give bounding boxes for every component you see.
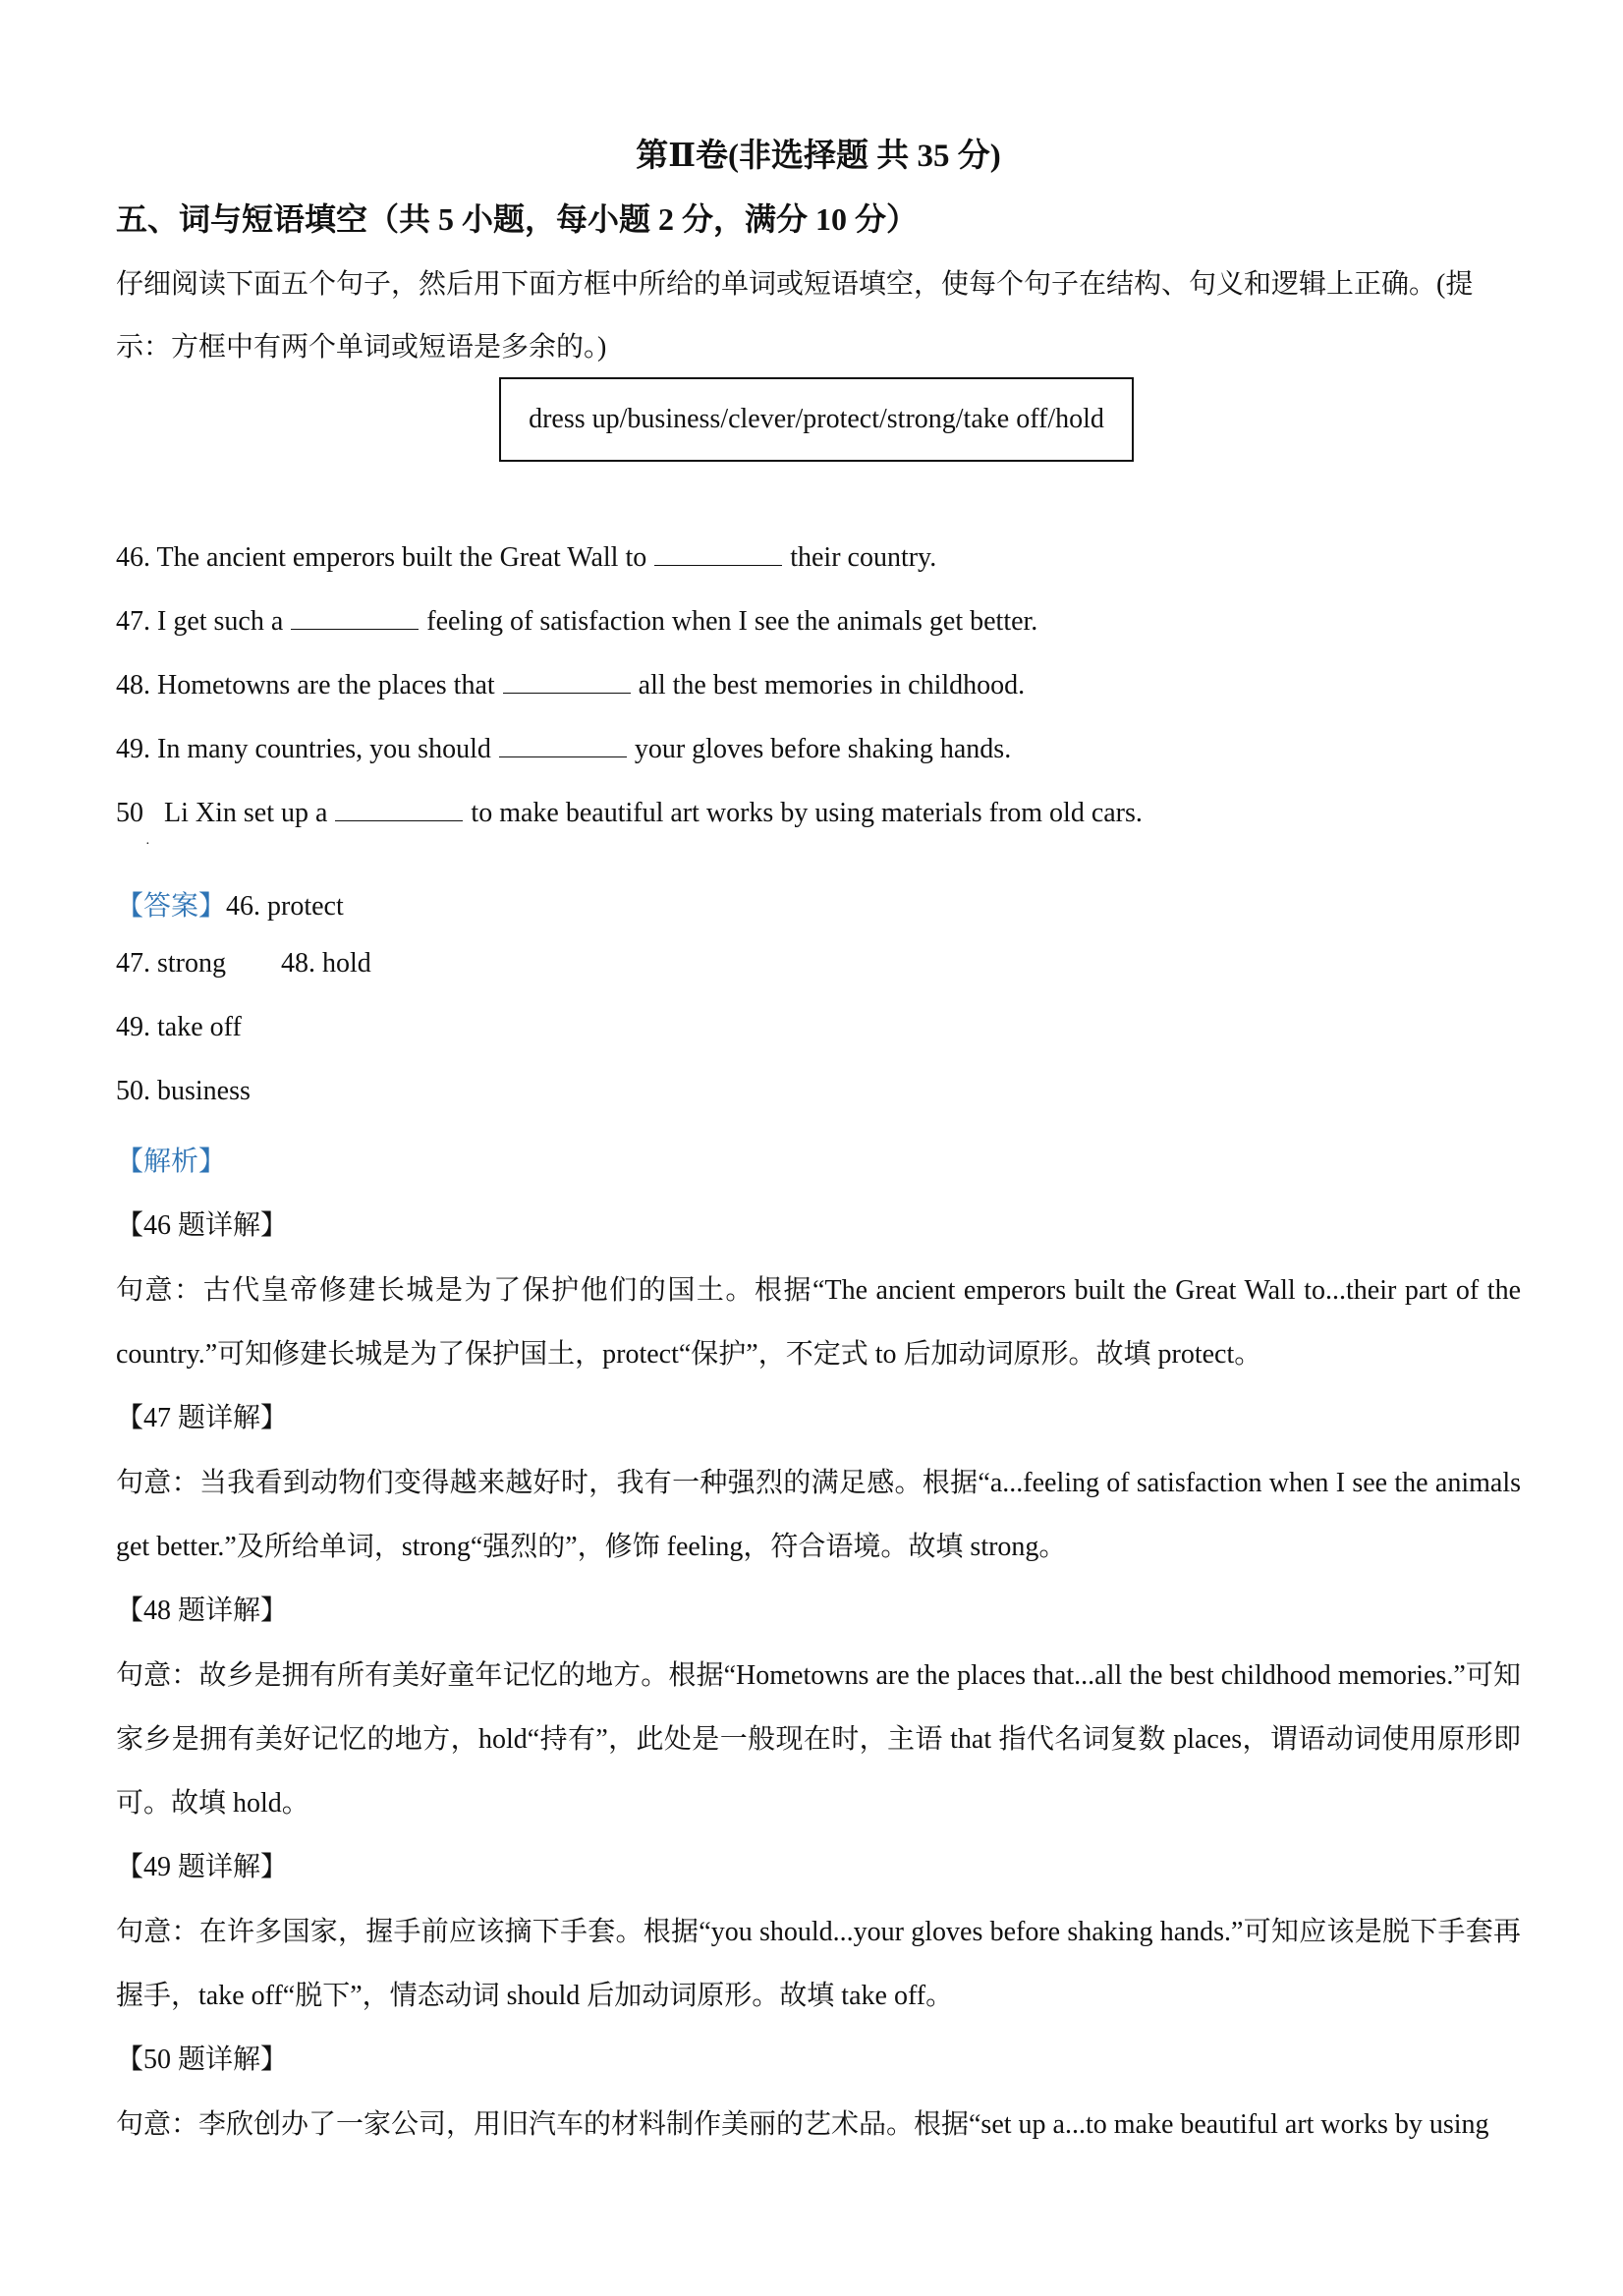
- question-47: [116, 606, 1037, 638]
- detail-text-47: 句意：当我看到动物们变得越来越好时，我有一种强烈的满足感。根据“a...feeling of satisfaction when I see the animals get better.”及所给单词，strong“强烈的”，修饰 feeling，符合语境。故填 strong。: [116, 1468, 1521, 1562]
- detail-text-48: 句意：故乡是拥有所有美好童年记忆的地方。根据“Hometowns are the places that...all the best childhood memories.”可知家乡是拥有美好记忆的地方，hold“持有”，此处是一般现在时，主语 that 指代名词复数 places，谓语动词使用原形即可。故填 hold。: [116, 1660, 1521, 1819]
- answer-blank[interactable]: [335, 799, 463, 821]
- dot-mark: ·: [145, 837, 150, 852]
- answer-blank[interactable]: [499, 735, 627, 757]
- analysis-label: 【解析】: [116, 1147, 227, 1177]
- question-49: [116, 734, 1011, 765]
- word-box: [499, 377, 1134, 462]
- paper-title: 第Ⅱ卷(非选择题 共 35 分): [636, 139, 1001, 174]
- question-text: 49. In many countries, you should: [116, 734, 491, 764]
- question-text: feeling of satisfaction when I see the animals get better.: [426, 606, 1038, 637]
- answer-label: 【答案】: [116, 891, 227, 922]
- answer-row-4: [116, 1076, 251, 1107]
- detail-heading-50: 【50 题详解】: [116, 2044, 289, 2075]
- question-text: 47. I get such a: [116, 606, 284, 637]
- answer-50: 50. business: [116, 1076, 251, 1106]
- question-text: their country.: [790, 542, 937, 573]
- answer-46: 46. protect: [226, 891, 344, 922]
- instructions: 仔细阅读下面五个句子，然后用下面方框中所给的单词或短语填空，使每个句子在结构、句义和逻辑上正确。(提示：方框中有两个单词或短语是多余的。): [116, 269, 1474, 363]
- question-text: to make beautiful art works by using materials from old cars.: [471, 798, 1143, 828]
- answer-row-1: [116, 884, 344, 924]
- question-50: [116, 798, 1143, 829]
- answer-49: 49. take off: [116, 1012, 242, 1042]
- detail-heading-46: 【46 题详解】: [116, 1210, 289, 1241]
- question-46: [116, 542, 936, 574]
- detail-text-46: 句意：古代皇帝修建长城是为了保护他们的国土。根据“The ancient emperors built the Great Wall to...their part of the country.”可知修建长城是为了保护国土，protect“保护”，不定式 to 后加动词原形。故填 protect。: [116, 1275, 1521, 1370]
- detail-text-50: 句意：李欣创办了一家公司，用旧汽车的材料制作美丽的艺术品。根据“set up a...to make beautiful art works by using: [116, 2109, 1489, 2140]
- word-box-text: dress up/business/clever/protect/strong/take off/hold: [529, 404, 1104, 434]
- answer-47: 47. strong: [116, 948, 226, 979]
- answer-row-2: [116, 948, 371, 980]
- answer-blank[interactable]: [503, 671, 631, 694]
- detail-text-49: 句意：在许多国家，握手前应该摘下手套。根据“you should...your gloves before shaking hands.”可知应该是脱下手套再握手，take off“脱下”，情态动词 should 后加动词原形。故填 take off。: [116, 1917, 1521, 2011]
- detail-heading-48: 【48 题详解】: [116, 1596, 289, 1626]
- question-text: 48. Hometowns are the places that: [116, 670, 495, 700]
- question-text: all the best memories in childhood.: [638, 670, 1026, 700]
- section-heading: 五、词与短语填空（共 5 小题，每小题 2 分，满分 10 分）: [116, 201, 919, 237]
- answer-row-3: [116, 1012, 242, 1043]
- detail-heading-49: 【49 题详解】: [116, 1852, 289, 1882]
- answer-blank[interactable]: [654, 543, 782, 566]
- question-text: 46. The ancient emperors built the Great Wall to: [116, 542, 647, 573]
- detail-heading-47: 【47 题详解】: [116, 1403, 289, 1433]
- question-text: your gloves before shaking hands.: [634, 734, 1012, 764]
- question-48: [116, 670, 1025, 701]
- answer-blank[interactable]: [291, 607, 419, 630]
- question-text: 50 Li Xin set up a: [116, 798, 328, 828]
- answer-48: 48. hold: [281, 948, 371, 979]
